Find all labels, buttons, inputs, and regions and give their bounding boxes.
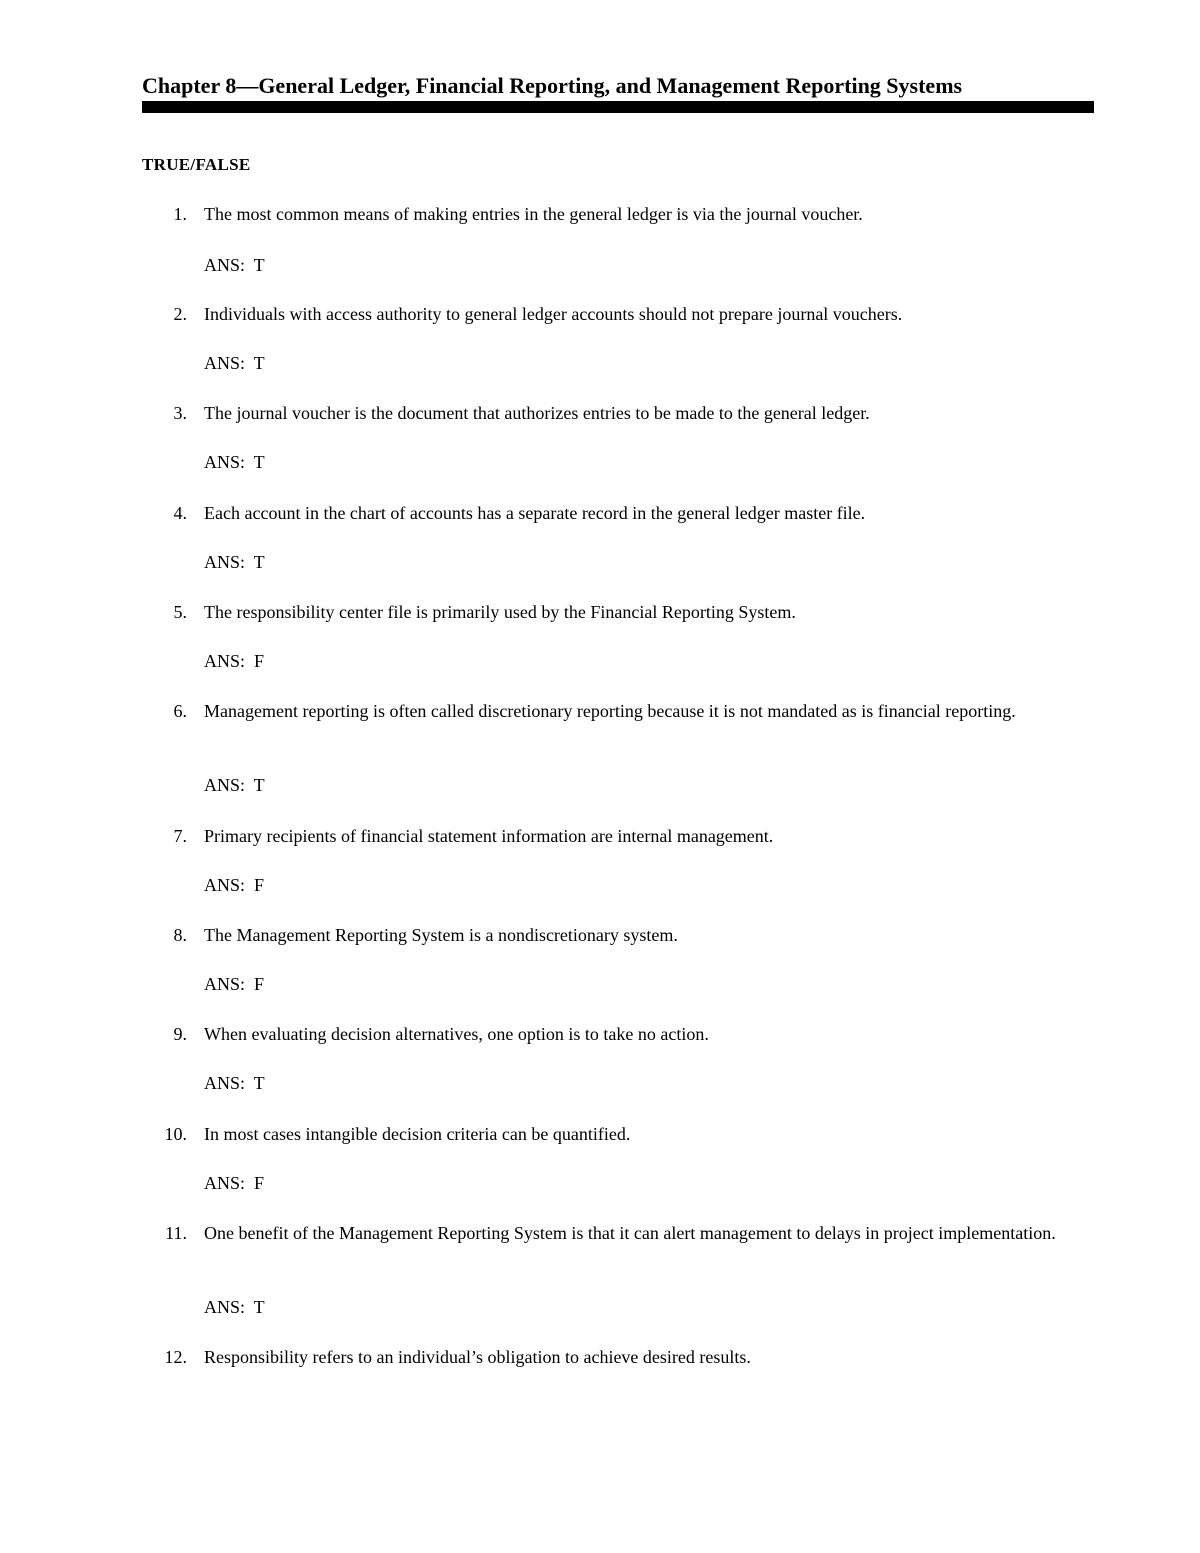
question-number: 9.: [173, 1024, 187, 1044]
question-text: The most common means of making entries in the general ledger is via the journal voucher.: [204, 204, 863, 224]
question-text: Individuals with access authority to general ledger accounts should not prepare journal vouchers.: [204, 304, 903, 324]
question-number: 6.: [173, 701, 187, 721]
question-number: 2.: [173, 304, 187, 324]
question-number: 8.: [173, 925, 187, 945]
question-text: The responsibility center file is primarily used by the Financial Reporting System.: [204, 602, 796, 622]
question-text: The Management Reporting System is a nondiscretionary system.: [204, 925, 678, 945]
question-number: 5.: [173, 602, 187, 622]
answer-text: ANS: F: [204, 1173, 265, 1193]
question-number: 1.: [173, 204, 187, 224]
question-text: Management reporting is often called discretionary reporting because it is not mandated as is financial reporting.: [204, 701, 1016, 721]
question-number: 12.: [164, 1347, 187, 1367]
title-rule: [142, 101, 1094, 113]
answer-text: ANS: T: [204, 255, 265, 275]
question-number: 11.: [165, 1223, 187, 1243]
answer-text: ANS: F: [204, 875, 265, 895]
question-number: 4.: [173, 503, 187, 523]
answer-text: ANS: T: [204, 552, 265, 572]
answer-text: ANS: F: [204, 974, 265, 994]
question-number: 10.: [164, 1124, 187, 1144]
question-text: When evaluating decision alternatives, one option is to take no action.: [204, 1024, 709, 1044]
question-text: Responsibility refers to an individual’s obligation to achieve desired results.: [204, 1347, 751, 1367]
answer-text: ANS: T: [204, 775, 265, 795]
answer-text: ANS: T: [204, 353, 265, 373]
answer-text: ANS: T: [204, 1297, 265, 1317]
answer-text: ANS: T: [204, 452, 265, 472]
question-text: In most cases intangible decision criteria can be quantified.: [204, 1124, 631, 1144]
question-text: One benefit of the Management Reporting System is that it can alert management to delays in project implementation.: [204, 1223, 1056, 1243]
chapter-title: Chapter 8—General Ledger, Financial Reporting, and Management Reporting Systems: [142, 73, 963, 98]
answer-text: ANS: F: [204, 651, 265, 671]
section-heading: TRUE/FALSE: [142, 155, 251, 174]
question-text: Primary recipients of financial statement information are internal management.: [204, 826, 774, 846]
question-text: Each account in the chart of accounts has a separate record in the general ledger master file.: [204, 503, 866, 523]
question-text: The journal voucher is the document that authorizes entries to be made to the general ledger.: [204, 403, 870, 423]
answer-text: ANS: T: [204, 1073, 265, 1093]
question-number: 3.: [173, 403, 187, 423]
question-number: 7.: [173, 826, 187, 846]
